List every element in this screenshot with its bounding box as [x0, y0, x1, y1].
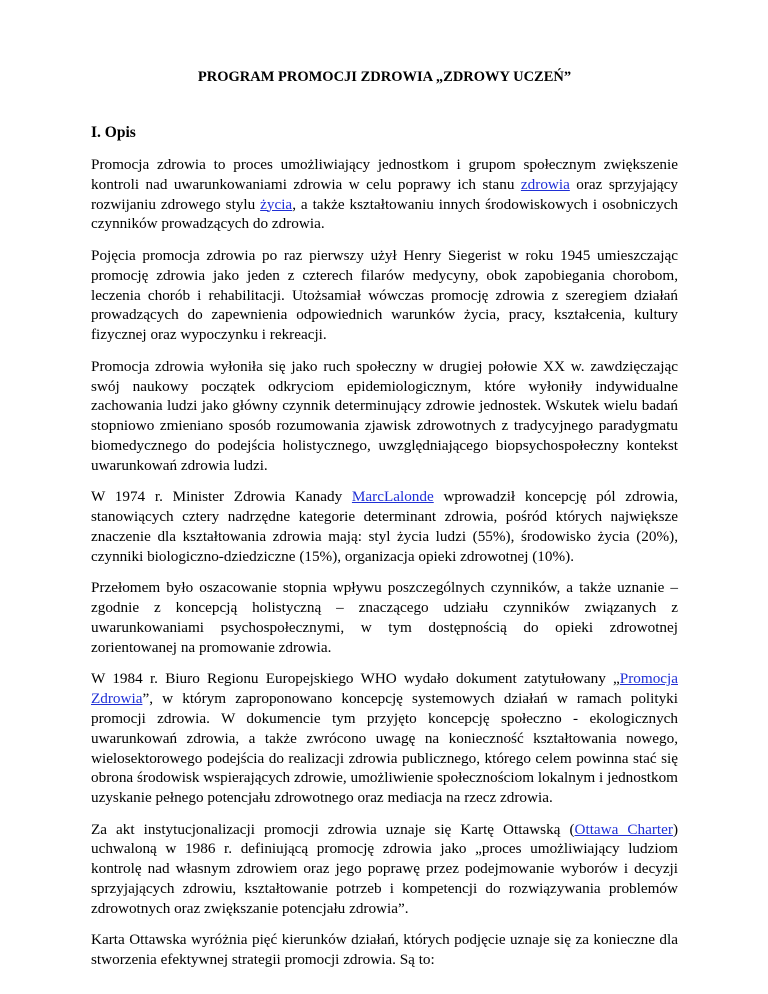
document-title: PROGRAM PROMOCJI ZDROWIA „ZDROWY UCZEŃ”: [197, 69, 572, 85]
paragraph-who-1984: [91, 669, 678, 808]
link-zycia[interactable]: życia: [260, 195, 293, 213]
paragraph-five-directions: [91, 930, 678, 970]
paragraph-text: Przełomem było oszacowanie stopnia wpływu poszczególnych czynników, a także uznanie – zgodnie z koncepcją holistyczną – znaczącego udziału czynników związanych z uwarunkowaniami psychospołecznymi, w tym dostępnością do opieki zdrowotnej zorientowanej na promowanie zdrowia.: [91, 579, 678, 656]
paragraph-lalonde: [91, 487, 678, 566]
link-ottawa-charter[interactable]: Ottawa Charter: [574, 820, 673, 838]
link-marclalonde[interactable]: MarcLalonde: [351, 488, 434, 506]
link-zdrowia[interactable]: zdrowia: [520, 175, 570, 193]
paragraph-text: Karta Ottawska wyróżnia pięć kierunków działań, których podjęcie uznaje się za konieczne dla stworzenia efektywnej strategii promocji zdrowia. Są to:: [91, 931, 678, 969]
paragraph-text: Za akt instytucjonalizacji promocji zdrowia uznaje się Kartę Ottawską (: [91, 820, 575, 838]
section-heading: I. Opis: [91, 124, 136, 141]
paragraph-siegerist: [91, 246, 678, 345]
paragraph-text: wprowadził koncepcję pól zdrowia, stanowiących cztery nadrzędne kategorie determinant zdrowia, pośród których największe znaczenie dla kształtowania zdrowia mają: styl życia ludzi (55%), środowisko życia (20%), czynniki biologiczno-dziedziczne (15%), organizacja opieki zdrowotnej (10%).: [91, 488, 678, 565]
paragraph-text: oraz sprzyjający rozwijaniu zdrowego stylu: [91, 175, 679, 213]
link-promocja-zdrowia[interactable]: Promocja Zdrowia: [91, 670, 678, 708]
paragraph-ottawa-charter: [91, 820, 678, 919]
paragraph-text: W 1974 r. Minister Zdrowia Kanady: [91, 488, 352, 506]
paragraph-text: W 1984 r. Biuro Regionu Europejskiego WHO wydało dokument zatytułowany „: [91, 670, 620, 688]
paragraph-social-movement: [91, 357, 678, 476]
paragraph-breakthrough: [91, 578, 678, 657]
paragraph-text: Promocja zdrowia to proces umożliwiający jednostkom i grupom społecznym zwiększenie kontroli nad uwarunkowaniami zdrowia w celu poprawy ich stanu: [91, 156, 678, 193]
paragraph-text: Pojęcia promocja zdrowia po raz pierwszy użył Henry Siegerist w roku 1945 umieszczając promocję zdrowia jako jeden z czterech filarów medycyny, obok zapobiegania chorobom, leczenia chorób i rehabilitacji. Utożsamiał wówczas promocję zdrowia z szeregiem działań prowadzących do zapewnienia odpowiednich warunków życia, pracy, kształcenia, kultury fizycznej oraz wypoczynku i rekreacji.: [91, 246, 678, 344]
paragraph-definition: [91, 155, 678, 234]
paragraph-text: ) uchwaloną w 1986 r. definiującą promocję zdrowia jako „proces umożliwiający ludziom kontrolę nad własnym zdrowiem oraz jego poprawę przez podejmowanie wyborów i decyzji sprzyjających zdrowiu, kształtowanie potrzeb i kompetencji do rozwiązywania problemów zdrowotnych oraz zwiększanie potencjału zdrowia”.: [91, 820, 678, 917]
paragraph-text: Promocja zdrowia wyłoniła się jako ruch społeczny w drugiej połowie XX w. zawdzięczając swój naukowy początek odkryciom epidemiologicznym, które wyłoniły indywidualne zachowania ludzi jako główny czynnik determinujący zdrowie jednostek. Wskutek wielu badań stopniowo zmieniano sposób rozumowania zjawisk zdrowotnych z tradycyjnego paradygmatu biomedycznego do podejścia holistycznego, uwzględniającego biopsychospołeczny kontekst uwarunkowań zdrowia ludzi.: [91, 357, 678, 474]
paragraph-text: ”, w którym zaproponowano koncepcję systemowych działań w ramach polityki promocji zdrowia. W dokumencie tym przyjęto koncepcję społeczno - ekologicznych uwarunkowań zdrowia, a także zwrócono uwagę na konieczność kształtowania nowego, wielosektorowego podejścia do realizacji zdrowia publicznego, którego celem powinna stać się obrona środowisk wspierających zdrowie, umożliwienie społecznościom lokalnym i jednostkom uzyskanie pełnego potencjału zdrowotnego oraz mediacja na rzecz zdrowia.: [91, 690, 678, 807]
paragraph-text: , a także kształtowaniu innych środowiskowych i osobniczych czynników prowadzących do zdrowia.: [91, 195, 678, 233]
